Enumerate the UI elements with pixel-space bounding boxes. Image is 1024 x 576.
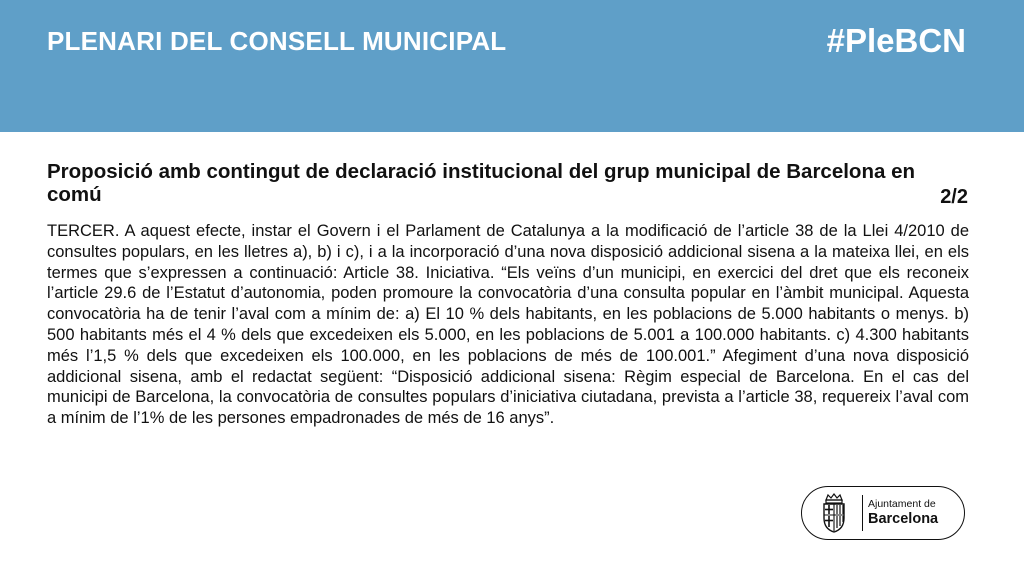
document-body: TERCER. A aquest efecte, instar el Govern i el Parlament de Catalunya a la modificació de l’article 38 de la Llei 4/2010 de consultes populars, en les lletres a), b) i c), i a la incorporació d’una nova disposició addicional sisena a la mateixa llei, en els termes que s’expressen a continuació: Article 38. Iniciativa. “Els veïns d’un municipi, en exercici del dret que els reconeix l’article 29.6 de l’Estatut d’autonomia, poden promoure la convocatòria d’una consulta popular en l’àmbit municipal. Aquesta convocatòria ha de tenir l’aval com a mínim de: a) El 10 % dels habitants, en les poblacions de 5.000 habitants o menys. b) 500 habitants més el 4 % dels que excedeixen els 5.000, en les poblacions de 5.001 a 100.000 habitants. c) 4.300 habitants més l’1,5 % dels que excedeixen els 100.000, en les poblacions de més de 100.001.” Afegiment d’una nova disposició addicional sisena, amb el redactat següent: “Disposició addicional sisena: Règim especial de Barcelona. En el cas del municipi de Barcelona, la convocatòria de consultes populars d’iniciativa ciutadana, prevista a l’article 38, requereix l’aval com a mínim de l’1% de les persones empadronades de més de 16 anys”. bbox=[47, 222, 969, 428]
logo-text-line1: Ajuntament de bbox=[868, 498, 936, 510]
logo-divider bbox=[862, 495, 863, 531]
header-title: PLENARI DEL CONSELL MUNICIPAL bbox=[47, 26, 507, 56]
logo-text-line2: Barcelona bbox=[868, 511, 939, 527]
header-hashtag: #PleBCN bbox=[826, 22, 966, 59]
ajuntament-logo bbox=[801, 486, 965, 540]
document-title: Proposició amb contingut de declaració institucional del grup municipal de Barcelona en comú bbox=[47, 160, 915, 206]
barcelona-coat-of-arms-icon bbox=[812, 491, 856, 535]
header-banner bbox=[0, 0, 1024, 132]
page-indicator: 2/2 bbox=[940, 186, 968, 208]
